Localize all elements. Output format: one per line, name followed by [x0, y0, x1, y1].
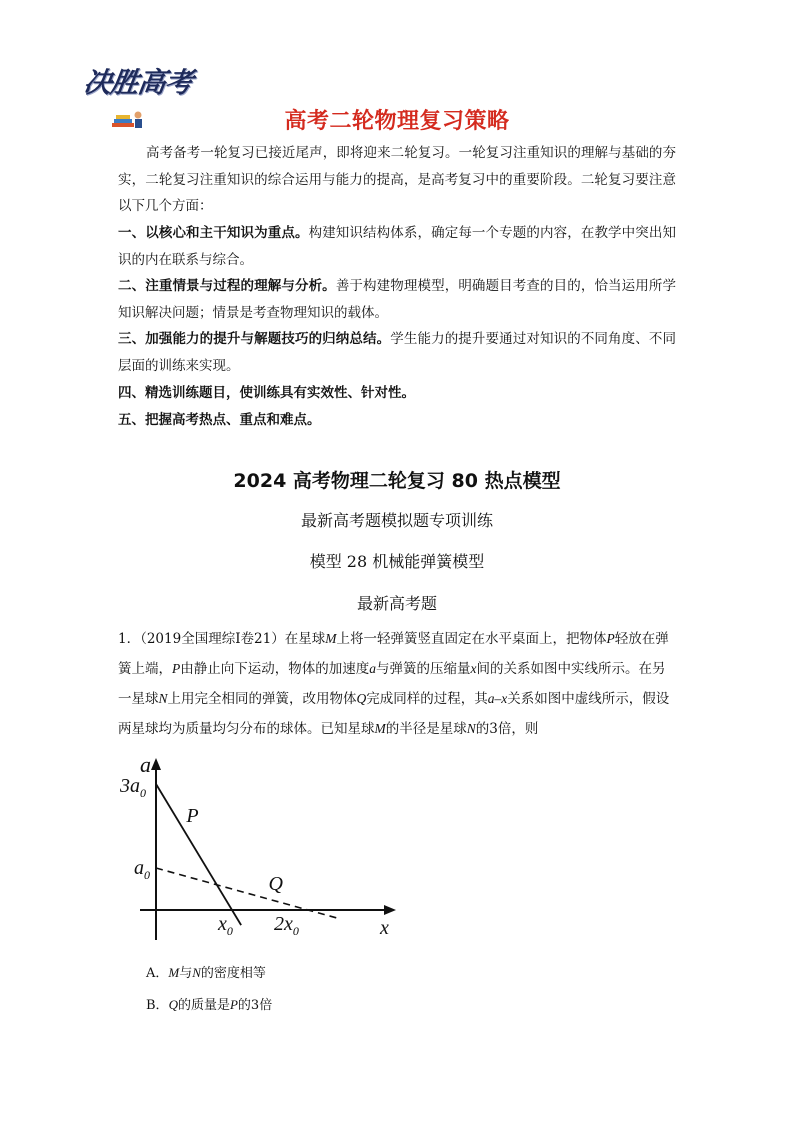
- point-heading: 四、精选训练题目，使训练具有实效性、针对性。: [118, 385, 415, 401]
- question-text: 与弹簧的压缩量: [376, 661, 471, 677]
- var-a: a: [369, 661, 376, 676]
- category-title: 最新高考题: [356, 594, 437, 613]
- option-text: 的3倍: [237, 998, 273, 1013]
- y-axis-arrow: [151, 758, 161, 770]
- y-axis-label: a: [140, 752, 151, 777]
- point-heading: 一、以核心和主干知识为重点。: [118, 225, 309, 241]
- question-text: 轻放在弹簧上端，: [118, 631, 669, 677]
- var-M: M: [325, 631, 337, 646]
- var-P: P: [229, 997, 238, 1012]
- question-text: 的半径是星球: [385, 721, 467, 737]
- section-subtitle: 最新高考题模拟题专项训练: [300, 511, 493, 530]
- question-text: 由静止向下运动，物体的加速度: [180, 661, 370, 677]
- point-2: [118, 273, 676, 326]
- logo-text: 决胜高考: [81, 66, 195, 99]
- question-number: 1．: [118, 631, 141, 647]
- point-body: 善于构建物理模型，明确题目考查的目的，恰当运用所学知识解决问题；情景是考查物理知识的载体。: [118, 278, 677, 321]
- point-1: [118, 220, 676, 273]
- var-M: M: [374, 721, 386, 736]
- var-P: P: [172, 661, 181, 676]
- y-tick-label: $a_0$: [134, 857, 150, 882]
- var-a-x: a–x: [487, 691, 508, 706]
- option-b[interactable]: [146, 994, 272, 1013]
- x-axis-label: x: [380, 917, 389, 939]
- intro-paragraph: 高考备考一轮复习已接近尾声，即将迎来二轮复习。一轮复习注重知识的理解与基础的夯实，二轮复习注重知识的综合运用与能力的提高，是高考复习中的重要阶段。二轮复习要注意以下几个方面：: [118, 145, 676, 214]
- point-heading: 二、注重情景与过程的理解与分析。: [118, 278, 336, 294]
- page-title: 高考二轮物理复习策略: [284, 109, 510, 134]
- section-heading: 2024 高考物理二轮复习 80 热点模型: [233, 470, 561, 492]
- point-body: 学生能力的提升要通过对知识的不同角度、不同层面的训练来实现。: [118, 331, 676, 374]
- var-N: N: [192, 965, 201, 980]
- var-M: M: [168, 965, 180, 980]
- point-4: [118, 380, 676, 407]
- question-text: 完成同样的过程，其: [366, 691, 488, 707]
- question-source: （2019全国理综I卷21）: [140, 631, 285, 647]
- option-label: A．: [146, 966, 169, 981]
- question-text: 上将一轻弹簧竖直固定在水平桌面上，把物体: [336, 631, 607, 647]
- question-text: 的3倍，则: [475, 721, 539, 737]
- question-text: 上用完全相同的弹簧，改用物体: [167, 691, 357, 707]
- question-1: [118, 624, 678, 744]
- var-N: N: [466, 721, 476, 736]
- series-p-label: P: [186, 804, 199, 827]
- x-tick-label: $2x_0$: [274, 913, 299, 938]
- option-text: 与: [179, 966, 193, 981]
- question-text: 间的关系如图中实线所示。在另一星球: [118, 661, 666, 707]
- model-title: 模型 28 机械能弹簧模型: [309, 552, 485, 571]
- x-tick-label: $x_0$: [218, 913, 233, 938]
- var-N: N: [158, 691, 168, 706]
- point-heading: 五、把握高考热点、重点和难点。: [118, 412, 321, 428]
- var-Q: Q: [356, 691, 367, 706]
- question-text: 关系如图中虚线所示，假设两星球均为质量均匀分布的球体。已知星球: [118, 691, 670, 737]
- a-x-graph: [118, 750, 408, 950]
- option-text: 的质量是: [177, 998, 230, 1013]
- x-axis-arrow: [384, 905, 396, 915]
- y-tick-label: $3a_0$: [120, 775, 146, 800]
- point-heading: 三、加强能力的提升与解题技巧的归纳总结。: [118, 331, 391, 347]
- point-5: [118, 407, 676, 434]
- point-3: [118, 326, 676, 379]
- var-Q: Q: [168, 997, 178, 1012]
- question-text: 在星球: [284, 631, 326, 647]
- var-x: x: [470, 661, 477, 676]
- series-q-label: Q: [268, 872, 283, 895]
- option-label: B．: [146, 998, 169, 1013]
- option-a[interactable]: [146, 962, 266, 981]
- option-text: 的密度相等: [200, 966, 266, 981]
- point-body: 构建知识结构体系，确定每一个专题的内容，在教学中突出知识的内在联系与综合。: [118, 225, 677, 268]
- var-P: P: [606, 631, 615, 646]
